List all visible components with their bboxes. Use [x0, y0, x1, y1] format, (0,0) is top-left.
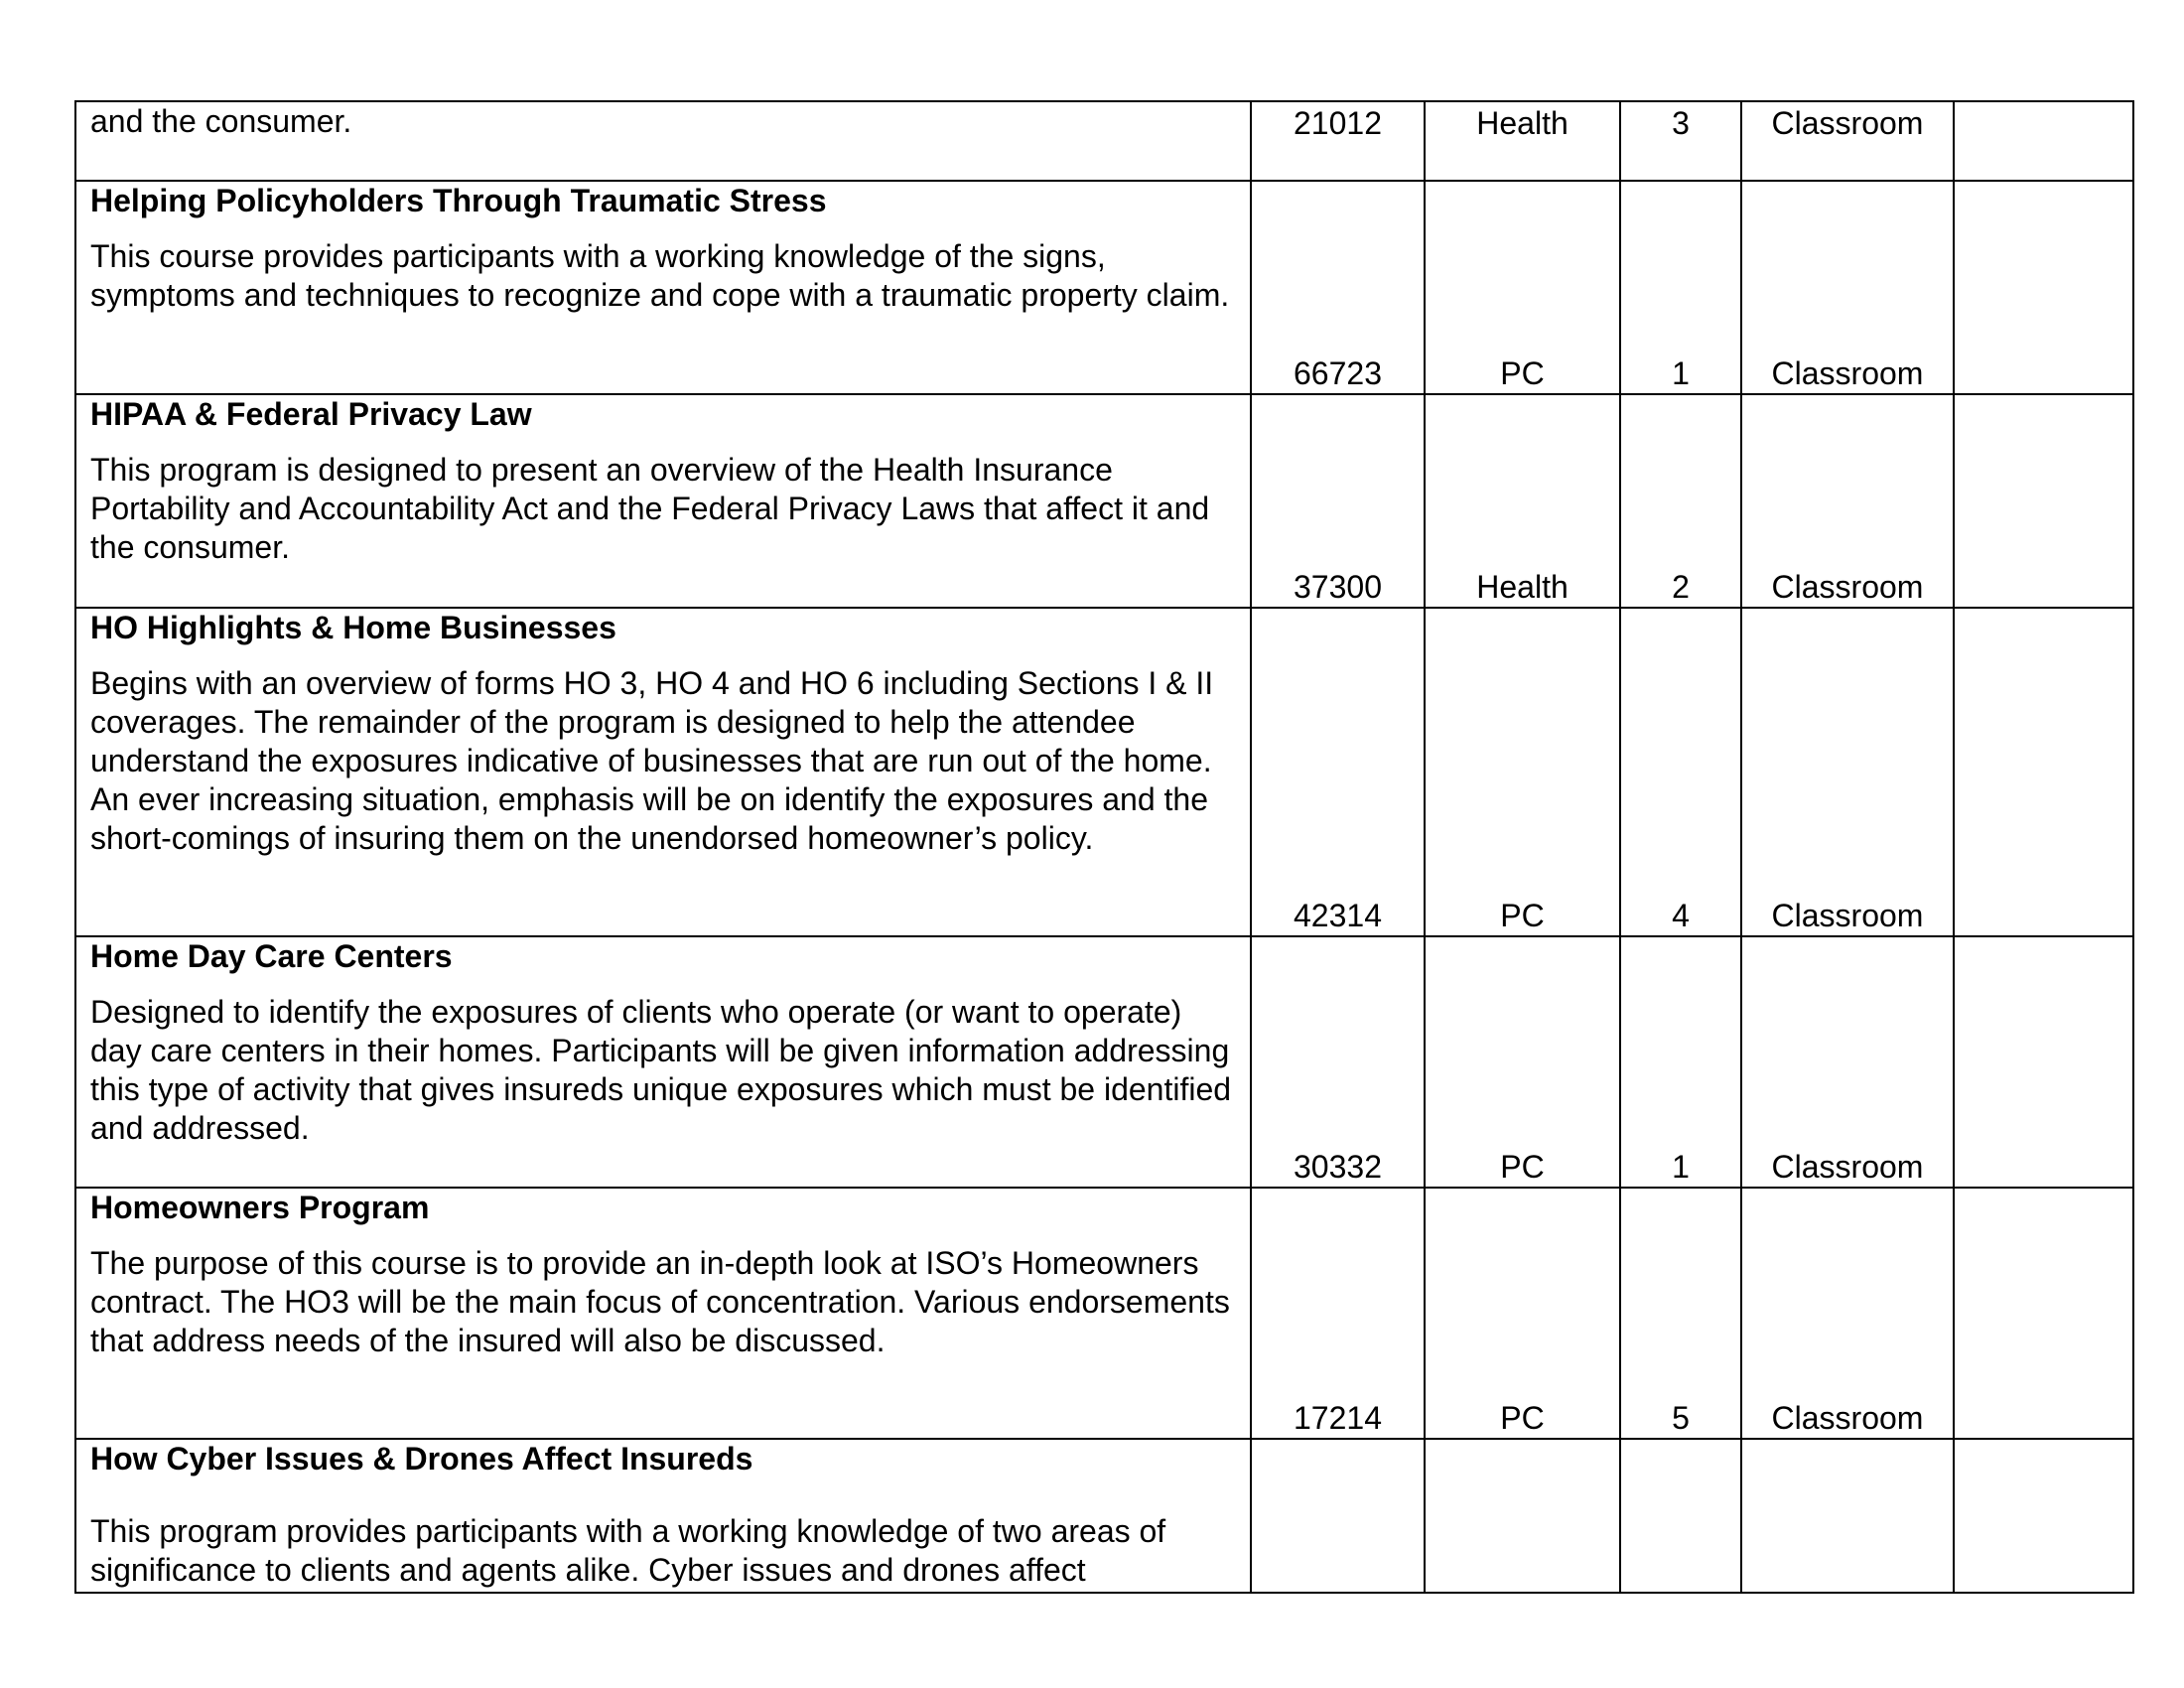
- course-description: This course provides participants with a working knowledge of the signs, symptoms and techniques to recognize and cope with a traumatic property claim.: [90, 238, 1230, 313]
- course-format: Classroom: [1741, 936, 1954, 1188]
- course-hours: 3: [1620, 101, 1741, 181]
- course-category: [1425, 1439, 1620, 1593]
- table-row: [75, 608, 2133, 936]
- course-description-cell: [75, 1439, 1251, 1593]
- course-hours: 2: [1620, 394, 1741, 608]
- course-title: Homeowners Program: [90, 1190, 430, 1225]
- course-description-cell: [75, 394, 1251, 608]
- course-description: and the consumer.: [90, 103, 352, 139]
- course-description-cell: [75, 936, 1251, 1188]
- course-hours: 5: [1620, 1188, 1741, 1439]
- table-row: [75, 1188, 2133, 1439]
- course-category: PC: [1425, 181, 1620, 394]
- course-number: 66723: [1251, 181, 1425, 394]
- course-category: PC: [1425, 1188, 1620, 1439]
- course-number: 42314: [1251, 608, 1425, 936]
- table-row: [75, 394, 2133, 608]
- course-format: Classroom: [1741, 181, 1954, 394]
- course-category: PC: [1425, 608, 1620, 936]
- course-format: Classroom: [1741, 1188, 1954, 1439]
- course-description-cell: [75, 608, 1251, 936]
- course-description-cell: [75, 1188, 1251, 1439]
- course-description: Begins with an overview of forms HO 3, HO 4 and HO 6 including Sections I & II coverages. The remainder of the program is designed to help the attendee understand the exposures indicative of businesses that are run out of the home. An ever increasing situation, emphasis will be on identify the exposures and the short-comings of insuring them on the unendorsed homeowner’s policy.: [90, 665, 1214, 856]
- course-title: Helping Policyholders Through Traumatic Stress: [90, 183, 827, 218]
- course-extra: [1954, 394, 2133, 608]
- course-number: [1251, 1439, 1425, 1593]
- course-format: Classroom: [1741, 394, 1954, 608]
- course-extra: [1954, 181, 2133, 394]
- course-description: Designed to identify the exposures of clients who operate (or want to operate) day care centers in their homes. Participants will be given information addressing this type of activity that gives insureds unique exposures which must be identified and addressed.: [90, 994, 1232, 1146]
- course-number: 30332: [1251, 936, 1425, 1188]
- course-title: Home Day Care Centers: [90, 938, 453, 974]
- course-format: Classroom: [1741, 608, 1954, 936]
- course-description: The purpose of this course is to provide an in-depth look at ISO’s Homeowners contract. The HO3 will be the main focus of concentration. Various endorsements that address needs of the insured will also be discussed.: [90, 1245, 1230, 1358]
- table-row: [75, 936, 2133, 1188]
- course-title: HIPAA & Federal Privacy Law: [90, 396, 532, 432]
- course-description-cell: [75, 181, 1251, 394]
- course-hours: 1: [1620, 181, 1741, 394]
- course-description: This program provides participants with a working knowledge of two areas of significance to clients and agents alike. Cyber issues and drones affect: [90, 1513, 1166, 1588]
- course-number: 21012: [1251, 101, 1425, 181]
- course-category: PC: [1425, 936, 1620, 1188]
- course-description: This program is designed to present an overview of the Health Insurance Portability and Accountability Act and the Federal Privacy Laws that affect it and the consumer.: [90, 452, 1210, 565]
- course-format: [1741, 1439, 1954, 1593]
- course-extra: [1954, 608, 2133, 936]
- table-row: [75, 181, 2133, 394]
- course-title: HO Highlights & Home Businesses: [90, 610, 616, 645]
- course-extra: [1954, 1188, 2133, 1439]
- table-row: [75, 101, 2133, 181]
- course-extra: [1954, 101, 2133, 181]
- course-extra: [1954, 1439, 2133, 1593]
- course-format: Classroom: [1741, 101, 1954, 181]
- course-number: 17214: [1251, 1188, 1425, 1439]
- course-hours: [1620, 1439, 1741, 1593]
- course-number: 37300: [1251, 394, 1425, 608]
- course-extra: [1954, 936, 2133, 1188]
- course-category: Health: [1425, 394, 1620, 608]
- course-category: Health: [1425, 101, 1620, 181]
- course-description-cell: [75, 101, 1251, 181]
- course-hours: 1: [1620, 936, 1741, 1188]
- course-title: How Cyber Issues & Drones Affect Insureds: [90, 1441, 753, 1477]
- table-row: [75, 1439, 2133, 1593]
- course-hours: 4: [1620, 608, 1741, 936]
- course-table: [74, 100, 2134, 1594]
